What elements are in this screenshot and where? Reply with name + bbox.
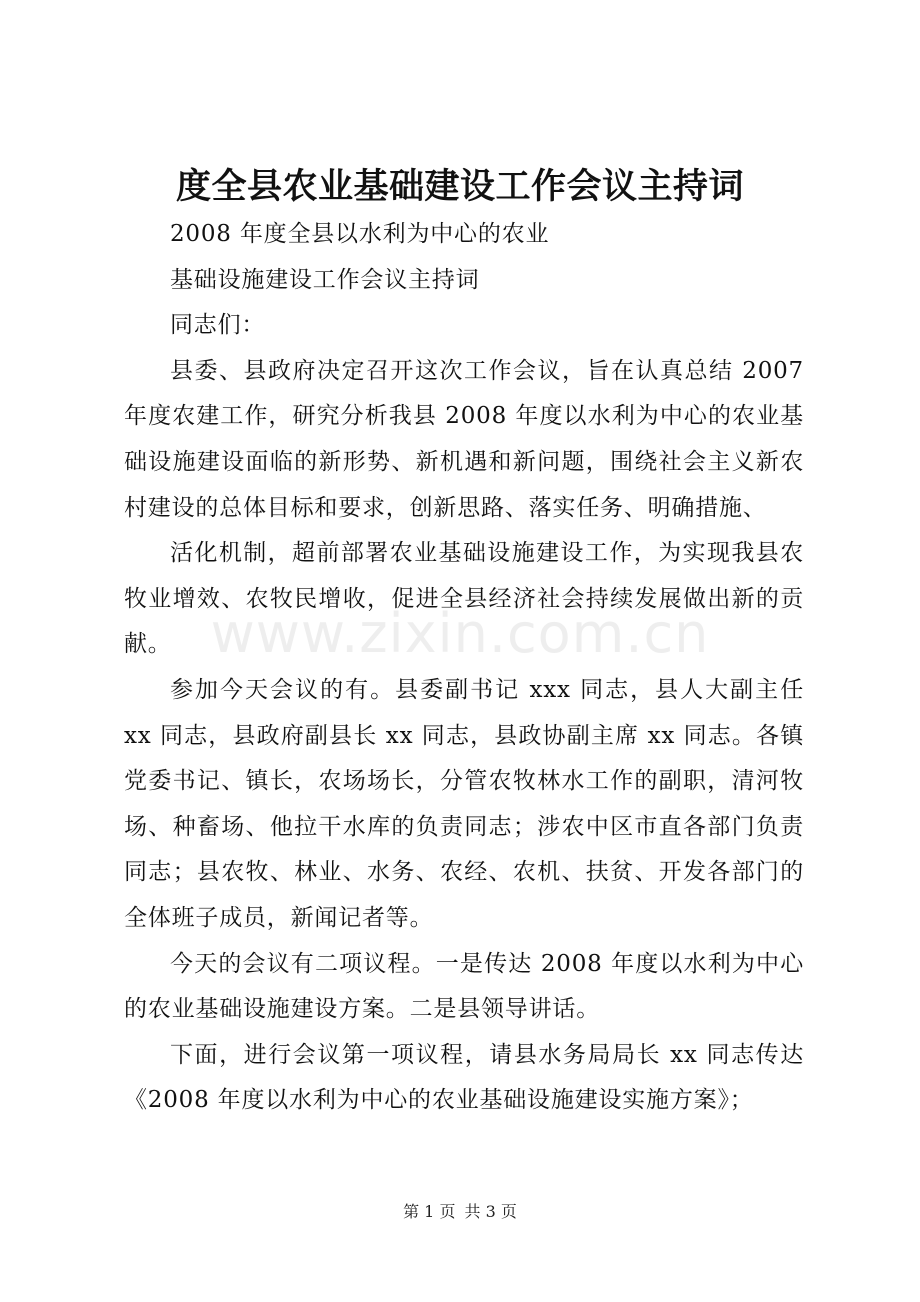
paragraph: 活化机制，超前部署农业基础设施建设工作，为实现我县农牧业增效、农牧民增收，促进全县经济社会持续发展做出新的贡献。 [124,540,804,658]
document-body [124,212,804,1124]
page-total: 共 3 页 [464,1202,517,1221]
subtitle-line-2: 基础设施建设工作会议主持词 [170,266,480,293]
paragraph: 今天的会议有二项议程。一是传达 2008 年度以水利为中心的农业基础设施建设方案。二是县领导讲话。 [124,950,804,1023]
paragraph: 参加今天会议的有。县委副书记 xxx 同志，县人大副主任 xx 同志，县政府副县长 xx 同志，县政协副主席 xx 同志。各镇党委书记、镇长，农场场长，分管农牧林水工作的副职，清河牧场、种畜场、他拉干水库的负责同志；涉农中区市直各部门负责同志；县农牧、林业、水务、农经、农机、扶贫、开发各部门的全体班子成员，新闻记者等。 [124,676,804,931]
paragraph: 县委、县政府决定召开这次工作会议，旨在认真总结 2007 年度农建工作，研究分析我县 2008 年度以水利为中心的农业基础设施建设面临的新形势、新机遇和新问题，围绕社会主义新农村建设的总体目标和要求，创新思路、落实任务、明确措施、 [124,357,804,521]
paragraph: 下面，进行会议第一项议程，请县水务局局长 xx 同志传达《2008 年度以水利为中心的农业基础设施建设实施方案》； [124,1041,804,1114]
watermark: www.zixin.com.cn [210,602,710,665]
subtitle-line-1: 2008 年度全县以水利为中心的农业 [170,221,550,247]
page-footer [0,1200,920,1224]
document-title: 度全县农业基础建设工作会议主持词 [175,166,744,207]
salutation: 同志们： [170,312,266,339]
page-number: 第 1 页 [403,1202,456,1221]
